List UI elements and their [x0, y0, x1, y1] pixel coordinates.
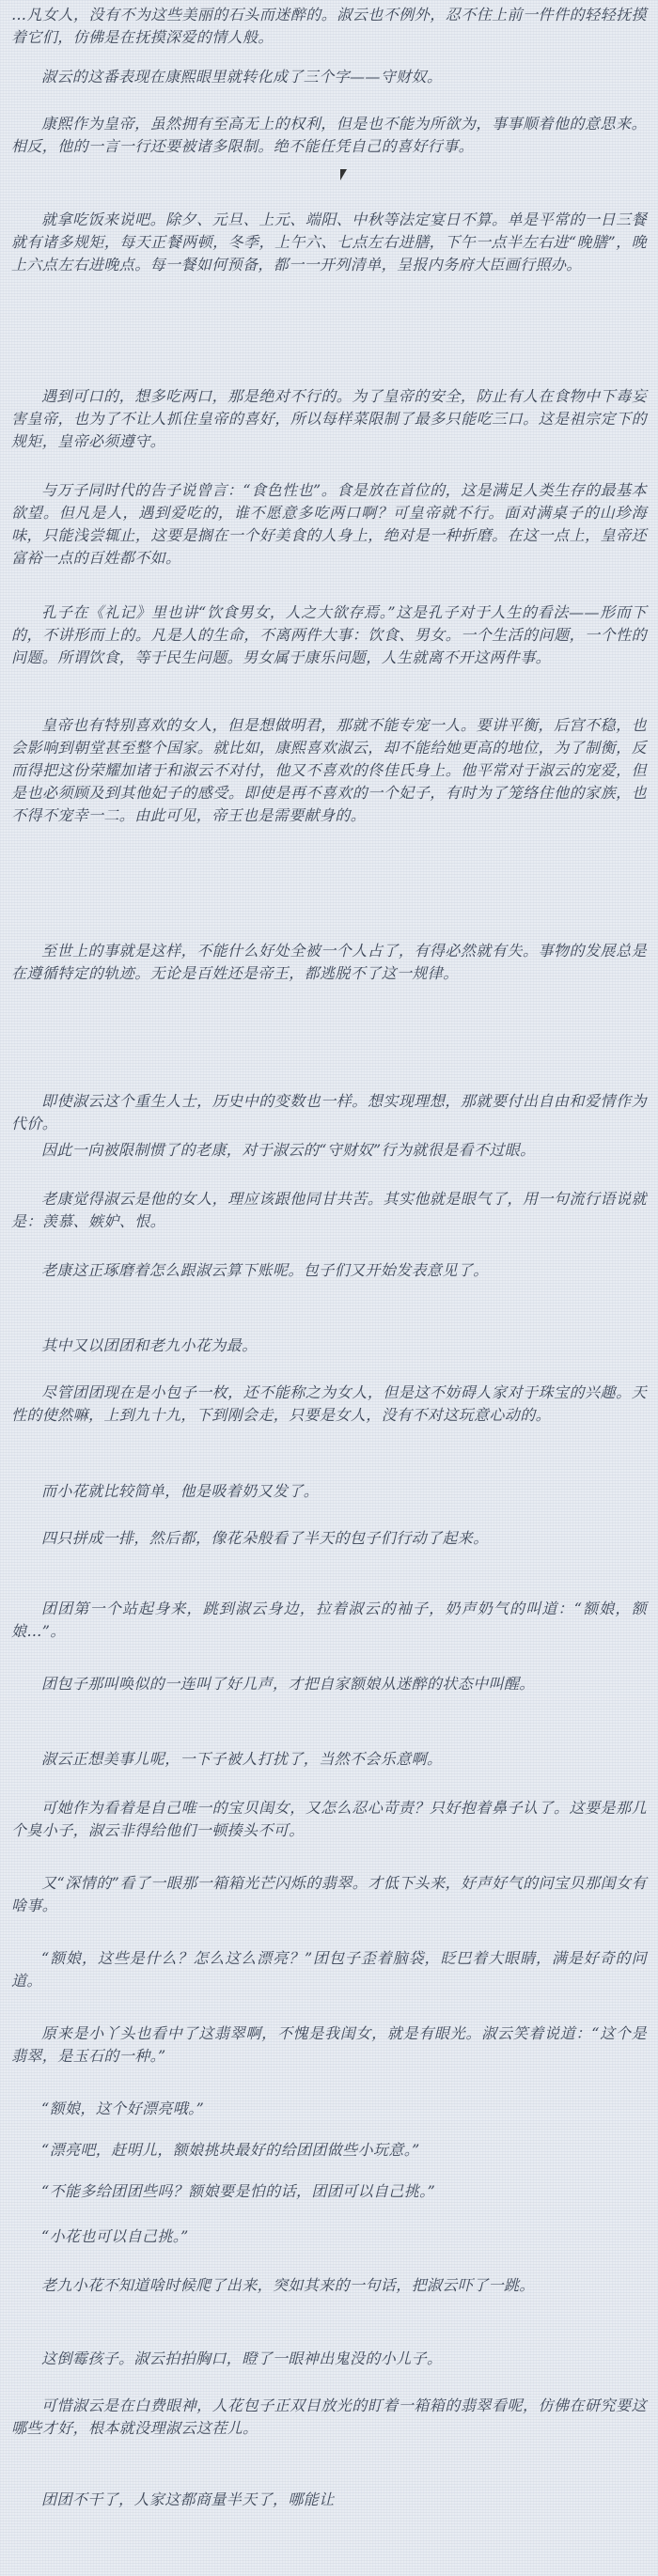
paragraph-3: 康熙作为皇帝，虽然拥有至高无上的权利，但是也不能为所欲为，事事顺着他的意思来。相反，他的一言一行还要被诸多限制。绝不能任凭自己的喜好行事。: [11, 115, 647, 155]
paragraph-10: 即使淑云这个重生人士，历史中的变数也一样。想实现理想，那就要付出自由和爱情作为代价。: [11, 1092, 647, 1132]
paragraph-29: 老九小花不知道啥时候爬了出来，突如其来的一句话，把淑云吓了一跳。: [41, 2276, 535, 2294]
paragraph-32: 团团不干了，人家这都商量半天了，哪能让: [41, 2490, 335, 2508]
paragraph-30: 这倒霉孩子。淑云拍拍胸口，瞪了一眼神出鬼没的小儿子。: [41, 2350, 443, 2367]
paragraph-18: 团团第一个站起身来，跳到淑云身边，拉着淑云的袖子，奶声奶气的叫道：“额娘，额娘…”。: [11, 1600, 647, 1640]
paragraph-31: 可惜淑云是在白费眼神，人花包子正双目放光的盯着一箱箱的翡翠看呢，仿佛在研究要这哪些才好，根本就没理淑云这茬儿。: [11, 2396, 647, 2437]
paragraph-26: “漂亮吧，赶明儿，额娘挑块最好的给团团做些小玩意。”: [41, 2141, 420, 2159]
paragraph-17: 四只拼成一排，然后都，像花朵般看了半天的包子们行动了起来。: [41, 1529, 489, 1547]
paragraph-19: 团包子那叫唤似的一连叫了好几声，才把自家额娘从迷醉的状态中叫醒。: [41, 1675, 535, 1693]
paragraph-20: 淑云正想美事儿呢，一下子被人打扰了，当然不会乐意啊。: [41, 1750, 443, 1768]
paragraph-7: 孔子在《礼记》里也讲“饮食男女，人之大欲存焉。”这是孔子对于人生的看法——形而下的，不讲形而上的。凡是人的生命，不离两件大事：饮食、男女。一个生活的问题，一个性的问题。所谓饮食，等于民生问题。男女属于康乐问题，人生就离不开这两件事。: [11, 603, 647, 666]
paragraph-13: 老康这正琢磨着怎么跟淑云算下账呢。包子们又开始发表意见了。: [41, 1261, 489, 1279]
paragraph-11: 因此一向被限制惯了的老康，对于淑云的“守财奴”行为就很是看不过眼。: [41, 1141, 536, 1159]
paragraph-21: 可她作为看着是自己唯一的宝贝闺女，又怎么忍心苛责？只好抱着鼻子认了。这要是那几个臭小子，淑云非得给他们一顿揍头不可。: [11, 1799, 647, 1839]
paragraph-12: 老康觉得淑云是他的女人，理应该跟他同甘共苦。其实他就是眼气了，用一句流行语说就是：羡慕、嫉妒、恨。: [11, 1190, 647, 1230]
paragraph-16: 而小花就比较简单，他是吸着奶又发了。: [41, 1482, 320, 1500]
paragraph-4: 就拿吃饭来说吧。除夕、元旦、上元、端阳、中秋等法定宴日不算。单是平常的一日三餐就有诸多规矩，每天正餐两顿，冬季，上午六、七点左右进膳，下午一点半左右进“晚膳”，晚上六点左右进晚点。每一餐如何预备，都一一开列清单，呈报内务府大臣画行照办。: [11, 211, 647, 273]
paragraph-28: “小花也可以自己挑。”: [41, 2227, 189, 2245]
paragraph-27: “不能多给团团些吗？额娘要是怕的话，团团可以自己挑。”: [41, 2182, 436, 2200]
paragraph-14: 其中又以团团和老九小花为最。: [41, 1336, 258, 1354]
paragraph-6: 与万子同时代的告子说曾言：“食色性也”。食是放在首位的，这是满足人类生存的最基本欲望。但凡是人，遇到爱吃的，谁不愿意多吃两口啊？可皇帝就不行。面对满桌子的山珍海味，只能浅尝辄止，这要是搁在一个好美食的人身上，绝对是一种折磨。在这一点上，皇帝还富裕一点的百姓都不如。: [11, 481, 647, 567]
paragraph-25: “额娘，这个好漂亮哦。”: [41, 2100, 205, 2117]
paragraph-1: …凡女人，没有不为这些美丽的石头而迷醉的。淑云也不例外，忍不住上前一件件的轻轻抚摸着它们，仿佛是在抚摸深爱的情人般。: [11, 6, 647, 46]
mouse-cursor-icon: [340, 169, 347, 180]
paragraph-2: 淑云的这番表现在康熙眼里就转化成了三个字——守财奴。: [41, 68, 443, 86]
paragraph-9: 至世上的事就是这样，不能什么好处全被一个人占了，有得必然就有失。事物的发展总是在遵循特定的轨迹。无论是百姓还是帝王，都逃脱不了这一规律。: [11, 942, 647, 982]
paragraph-22: 又“深情的”看了一眼那一箱箱光芒闪烁的翡翠。才低下头来，好声好气的问宝贝那闺女有啥事。: [11, 1874, 647, 1914]
paragraph-8: 皇帝也有特别喜欢的女人，但是想做明君，那就不能专宠一人。要讲平衡，后宫不稳，也会影响到朝堂甚至整个国家。就比如，康熙喜欢淑云，却不能给她更高的地位，为了制衡，反而得把这份荣耀加诸于和淑云不对付，他又不喜欢的佟佳氏身上。他平常对于淑云的宠爱，但是也必须顾及到其他妃子的感受。即使是再不喜欢的一个妃子，有时为了笼络住他的家族，也不得不宠幸一二。由此可见，帝王也是需要献身的。: [11, 716, 647, 824]
paragraph-23: “额娘，这些是什么？怎么这么漂亮？”团包子歪着脑袋，眨巴着大眼睛，满是好奇的问道。: [11, 1949, 647, 1990]
paragraph-15: 尽管团团现在是小包子一枚，还不能称之为女人，但是这不妨碍人家对于珠宝的兴趣。天性的使然嘛，上到九十九，下到刚会走，只要是女人，没有不对这玩意心动的。: [11, 1383, 647, 1424]
paragraph-5: 遇到可口的，想多吃两口，那是绝对不行的。为了皇帝的安全，防止有人在食物中下毒妄害皇帝，也为了不让人抓住皇帝的喜好，所以每样菜限制了最多只能吃三口。这是祖宗定下的规矩，皇帝必须遵守。: [11, 387, 647, 450]
paragraph-24: 原来是小丫头也看中了这翡翠啊，不愧是我闺女，就是有眼光。淑云笑着说道：“这个是翡翠，是玉石的一种。”: [11, 2024, 647, 2065]
